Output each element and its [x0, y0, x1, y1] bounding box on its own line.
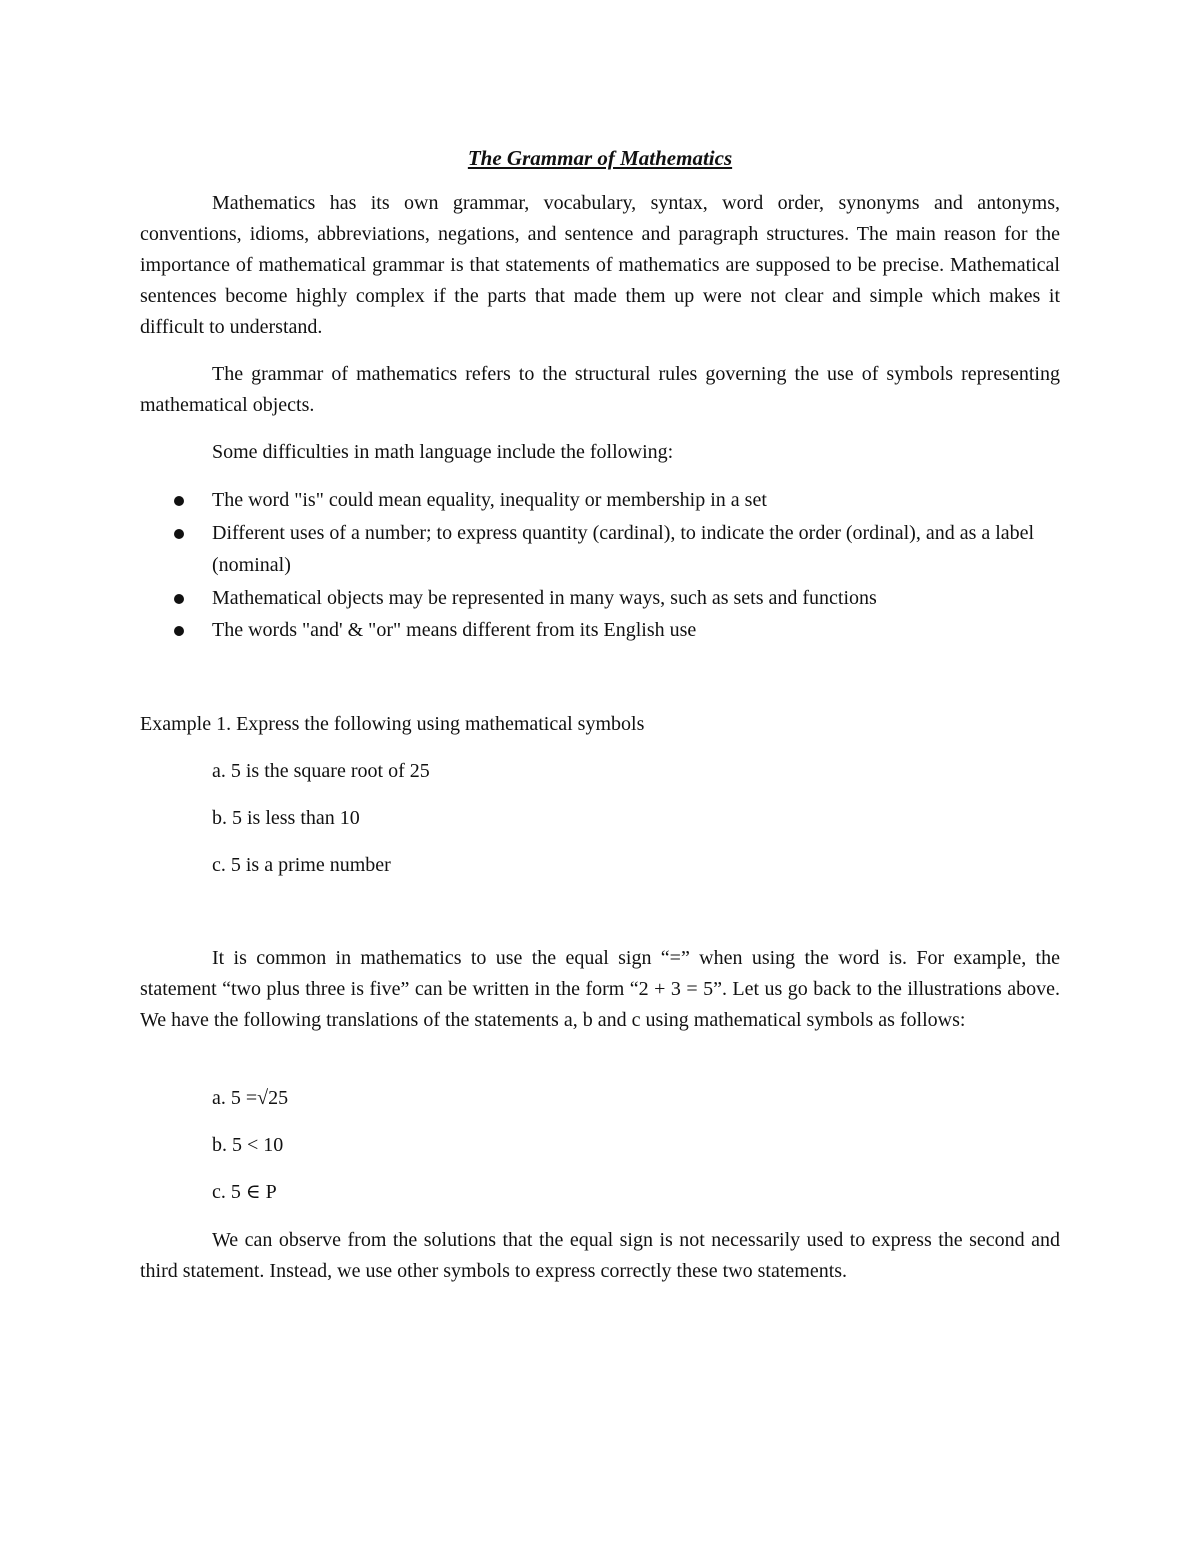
list-item: Different uses of a number; to express quantity (cardinal), to indicate the order (ordinal), and as a label (nominal): [140, 517, 1060, 582]
difficulties-list: [140, 484, 1060, 647]
example-heading: Example 1. Express the following using mathematical symbols: [140, 713, 645, 735]
translation-c: c. 5 ∈ P: [212, 1181, 277, 1203]
translation-a: a. 5 =√25: [212, 1087, 289, 1109]
conclusion-paragraph: We can observe from the solutions that the equal sign is not necessarily used to express the second and third statement. Instead, we use other symbols to express correctly these two statements.: [140, 1229, 1060, 1282]
example-statement-a: a. 5 is the square root of 25: [212, 760, 430, 782]
bullet-icon: [174, 529, 184, 539]
explanation-paragraph: It is common in mathematics to use the equal sign “=” when using the word is. For example, the statement “two plus three is five” can be written in the form “2 + 3 = 5”. Let us go back to the illustrations above. We have the following translations of the statements a, b and c using mathematical symbols as follows:: [140, 947, 1060, 1031]
example-statement-c: c. 5 is a prime number: [212, 854, 391, 876]
intro-paragraph: Mathematics has its own grammar, vocabulary, syntax, word order, synonyms and antonyms, conventions, idioms, abbreviations, negations, and sentence and paragraph structures. The main reason for the importance of mathematical grammar is that statements of mathematics are supposed to be precise. Mathematical sentences become highly complex if the parts that made them up were not clear and simple which makes it difficult to understand.: [140, 192, 1060, 338]
bullet-icon: [174, 496, 184, 506]
definition-paragraph: The grammar of mathematics refers to the structural rules governing the use of symbols representing mathematical objects.: [140, 363, 1060, 416]
list-item: The word "is" could mean equality, inequality or membership in a set: [140, 484, 1060, 517]
bullet-icon: [174, 626, 184, 636]
bullet-icon: [174, 594, 184, 604]
document-title: The Grammar of Mathematics: [467, 146, 733, 170]
list-item: The words "and' & "or" means different from its English use: [140, 614, 1060, 647]
difficulties-intro: Some difficulties in math language include the following:: [212, 441, 674, 463]
translation-b: b. 5 < 10: [212, 1134, 284, 1156]
list-item: Mathematical objects may be represented in many ways, such as sets and functions: [140, 582, 1060, 615]
example-statement-b: b. 5 is less than 10: [212, 807, 360, 829]
